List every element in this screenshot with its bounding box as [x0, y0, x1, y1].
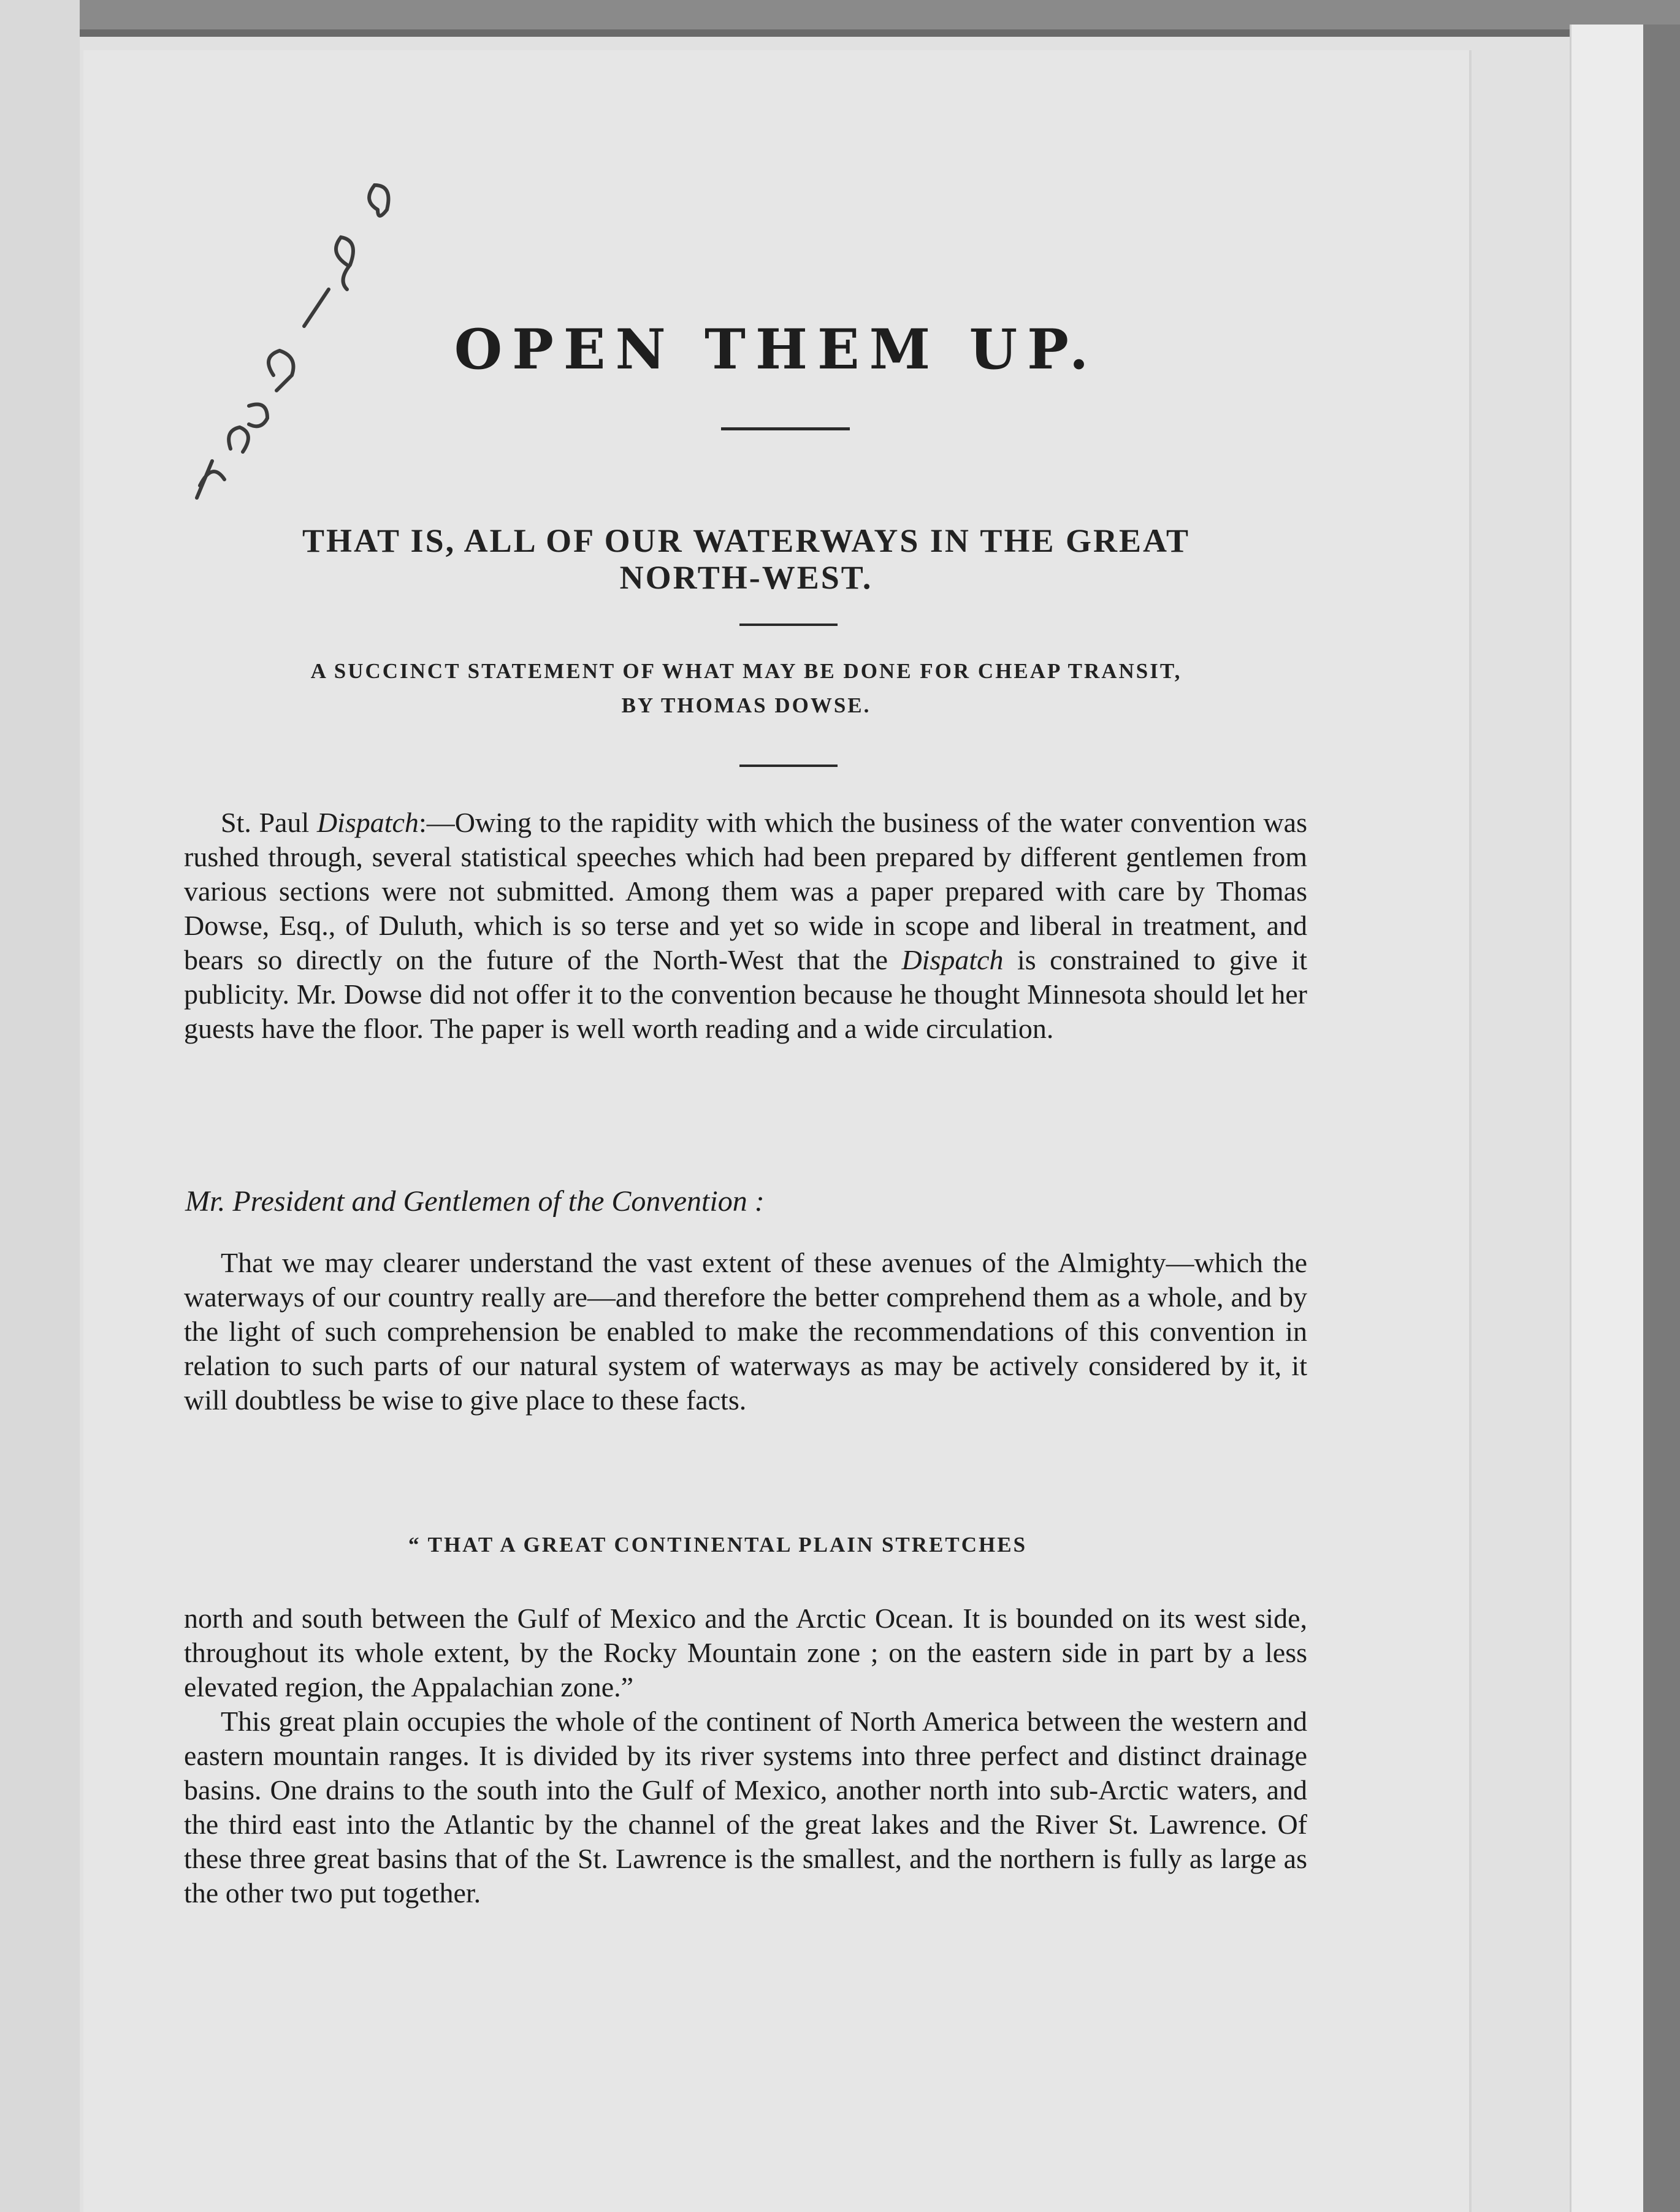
quote-heading: “ THAT A GREAT CONTINENTAL PLAIN STRETCHES — [408, 1533, 1028, 1557]
scan-left-margin — [0, 0, 80, 2212]
intro-paragraph — [184, 806, 1307, 1046]
intro-source: Dispatch — [316, 807, 419, 838]
scan-top-edge — [0, 0, 1680, 29]
right-sheet-edge — [1570, 25, 1645, 2212]
subtitle — [185, 522, 1307, 596]
title-divider — [721, 427, 850, 430]
intro-text-b: is constrained to give it publicity. Mr. Dowse did not offer it to the convention because he thought Minnesota should let her guests have the floor. The paper is well worth reading and a wide circulation. — [184, 944, 1307, 1044]
intro-lead: St. Paul — [221, 807, 317, 838]
document-page — [83, 50, 1472, 2212]
subtitle-divider — [739, 624, 838, 626]
scan-right-edge — [1643, 25, 1680, 2212]
intro-source-2: Dispatch — [901, 944, 1004, 975]
paragraph-4-text: This great plain occupies the whole of the continent of North America between the western and eastern mountain ranges. It is divided by its river systems into three perfect and distinct drainage basins. One drains to the south into the Gulf of Mexico, another north into sub-Arctic waters, and the third east into the Atlantic by the channel of the great lakes and the River St. Lawrence. Of these three great basins that of the St. Lawrence is the smallest, and the northern is fully as large as the other two put together. — [184, 1706, 1307, 1909]
subheading — [185, 654, 1307, 723]
subheading-divider — [739, 765, 838, 767]
salutation: Mr. President and Gentlemen of the Convention : — [185, 1185, 765, 1218]
subheading-line-2: BY THOMAS DOWSE. — [621, 693, 871, 717]
intro-text-a: :—Owing to the rapidity with which the business of the water convention was rushed through, several statistical speeches which had been prepared by different gentlemen from various sections were not submitted. Among them was a paper prepared with care by Thomas Dowse, Esq., of Duluth, which is so terse and yet so wide in scope and liberal in treatment, and bears so directly on the future of the North-West that the — [184, 807, 1307, 975]
document-title: OPEN THEM UP. — [454, 317, 1099, 382]
paragraph-2 — [184, 1246, 1307, 1417]
paragraph-3-text: north and south between the Gulf of Mexico and the Arctic Ocean. It is bounded on its west side, throughout its whole extent, by the Rocky Mountain zone ; on the eastern side in part by a less elevated region, the Appalachian zone.” — [184, 1603, 1307, 1703]
paragraph-2-text: That we may clearer understand the vast extent of these avenues of the Almighty—which the waterways of our country really are—and therefore the better comprehend them as a whole, and by the light of such comprehension be enabled to make the recommendations of this convention in relation to such parts of our natural system of waterways as may be actively considered by it, it will doubtless be wise to give place to these facts. — [184, 1247, 1307, 1416]
subtitle-line-1: THAT IS, ALL OF OUR WATERWAYS IN THE GREAT — [302, 522, 1190, 559]
subtitle-line-2: NORTH-WEST. — [619, 559, 873, 596]
subheading-line-1: A SUCCINCT STATEMENT OF WHAT MAY BE DONE FOR CHEAP TRANSIT, — [310, 659, 1182, 683]
quotation-block — [184, 1601, 1307, 1910]
